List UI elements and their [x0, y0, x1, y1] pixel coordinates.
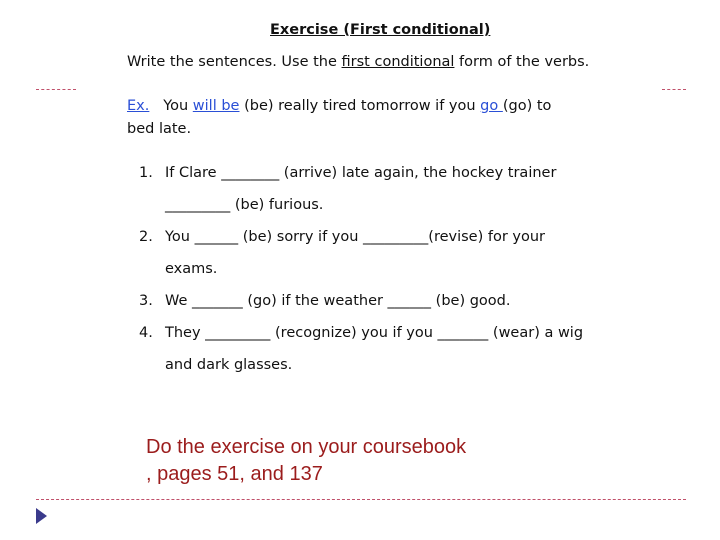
- slide-note-line-1: Do the exercise on your coursebook: [146, 436, 467, 458]
- item-number-4: 4.: [139, 325, 153, 341]
- instruction-text-after: form of the verbs.: [454, 54, 590, 70]
- item-number-3: 3.: [139, 293, 153, 309]
- item-number-1: 1.: [139, 165, 153, 181]
- item-3-line-1: We _______ (go) if the weather ______ (be) good.: [165, 293, 511, 309]
- worksheet-instruction: [127, 54, 589, 70]
- instruction-text-before: Write the sentences. Use the: [127, 54, 342, 70]
- worksheet-title: Exercise (First conditional): [270, 22, 491, 38]
- slide-note-line-2: , pages 51, and 137: [146, 463, 323, 485]
- example-answer-1: will be: [192, 98, 240, 114]
- example-text-2: (be) really tired tomorrow if you: [239, 98, 481, 114]
- item-1-line-1: If Clare ________ (arrive) late again, the hockey trainer: [165, 165, 557, 181]
- example-answer-2: go: [480, 98, 503, 114]
- item-1-line-2: _________ (be) furious.: [165, 197, 324, 213]
- example-gap: [149, 98, 163, 114]
- item-4-line-2: and dark glasses.: [165, 357, 293, 373]
- bottom-divider: [36, 499, 686, 500]
- example-line-2: bed late.: [127, 121, 192, 137]
- slide-note: [146, 434, 466, 488]
- triangle-right-icon: [36, 508, 47, 524]
- instruction-underlined: first conditional: [341, 54, 455, 70]
- top-left-divider: [36, 89, 76, 90]
- item-number-2: 2.: [139, 229, 153, 245]
- item-2-line-1: You ______ (be) sorry if you _________(revise) for your: [165, 229, 546, 245]
- example-line-1: [127, 98, 551, 114]
- item-4-line-1: They _________ (recognize) you if you _______ (wear) a wig: [165, 325, 584, 341]
- item-2-line-2: exams.: [165, 261, 218, 277]
- example-text-3: (go) to: [502, 98, 552, 114]
- example-label: Ex.: [127, 98, 150, 114]
- example-text-1: You: [163, 98, 193, 114]
- top-right-divider: [662, 89, 686, 90]
